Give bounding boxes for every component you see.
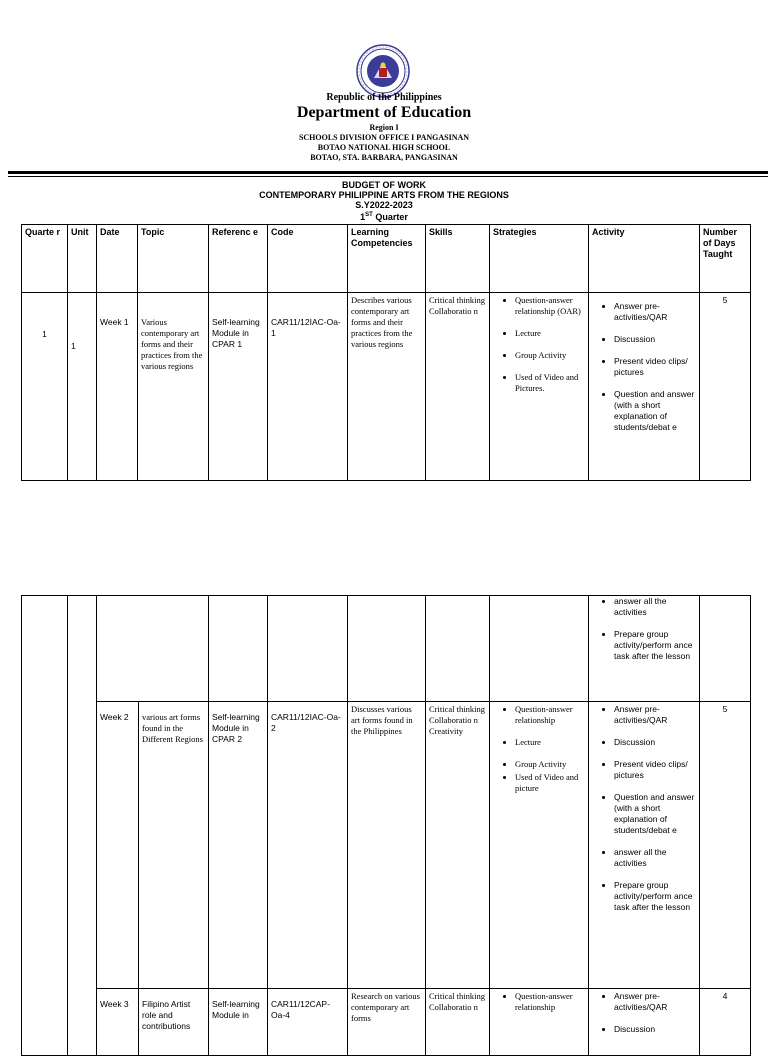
strategies-list [493,704,585,794]
cell-date-topic [97,989,209,1056]
list-item: • Discussion [614,1024,696,1035]
table-row [22,293,751,481]
cell-unit-cont [68,596,97,1056]
strategies-list [493,295,585,394]
list-item: • answer all the activities [614,596,696,618]
strategies-list [493,991,585,1013]
quarter-label: 1ST Quarter [360,212,408,222]
cell-activity [589,989,700,1056]
list-item: • Answer pre-activities/QAR [614,704,696,726]
cell-activity [589,702,700,989]
republic-line: Republic of the Philippines [326,92,442,103]
bow-title: BUDGET OF WORK [342,180,426,190]
cell-date: Week 1 [97,293,138,481]
list-item: • Question-answer relationship (OAR) [515,295,585,317]
cell-activity [589,596,700,702]
list-item: • Question and answer (with a short explanation of students/debat e [614,792,696,836]
list-item: • Question-answer relationship [515,991,585,1013]
cell-topic: Filipino Artist role and contributions [142,999,191,1031]
list-item: • Group Activity [515,350,585,361]
cell-topic: Various contemporary art forms and their practices from the various regions [138,293,209,481]
cell-unit: 1 [68,293,97,481]
cell-topic: various art forms found in the Different Regions [142,712,203,744]
cell-skills: Critical thinking Collaboratio n Creativity [426,702,490,989]
cell-quarter-cont [22,596,68,1056]
cell-strategies [490,293,589,481]
header-rule-thick [8,171,768,174]
list-item: • Prepare group activity/perform ance task after the lesson [614,629,696,662]
col-date: Date [97,225,138,293]
list-item: • Discussion [614,334,696,345]
list-item: • Answer pre-activities/QAR [614,301,696,323]
cell-code: CAR11/12CAP-Oa-4 [268,989,348,1056]
list-item: • Lecture [515,328,585,339]
cell-code: CAR11/12IAC-Oa-1 [268,293,348,481]
table-row [22,989,751,1056]
cell-days: 5 [700,702,751,989]
cell-empty [209,596,268,702]
activity-list [592,704,696,913]
cell-empty [348,596,426,702]
cell-days: 4 [700,989,751,1056]
cell-skills: Critical thinking Collaboratio n [426,989,490,1056]
cell-reference: Self-learning Module in [209,989,268,1056]
table-row [22,596,751,702]
list-item: • Question and answer (with a short explanation of students/debat e [614,389,696,433]
cell-date: Week 3 [97,989,139,1055]
cell-strategies [490,989,589,1056]
list-item: • Group Activity [515,759,585,770]
cell-reference: Self-learning Module in CPAR 1 [209,293,268,481]
activity-list [592,596,696,662]
budget-table-page2 [21,595,751,1056]
division-line: SCHOOLS DIVISION OFFICE I PANGASINAN [298,133,470,142]
list-item: • Used of Video and Pictures. [515,372,585,394]
office-block [0,123,768,163]
cell-skills: Critical thinking Collaboratio n [426,293,490,481]
list-item: • Used of Video and picture [515,772,585,794]
cell-date: Week 2 [97,702,139,988]
cell-empty [490,596,589,702]
address-line: BOTAO, STA. BARBARA, PANGASINAN [310,153,458,162]
cell-reference: Self-learning Module in CPAR 2 [209,702,268,989]
col-competencies: Learning Competencies [348,225,426,293]
cell-strategies [490,702,589,989]
cell-empty [426,596,490,702]
cell-competencies: Research on various contemporary art forms [348,989,426,1056]
budget-table-page1 [21,224,751,481]
col-topic: Topic [138,225,209,293]
col-reference: Referenc e [209,225,268,293]
school-line: BOTAO NATIONAL HIGH SCHOOL [317,143,451,152]
cell-date-topic [97,702,209,989]
list-item: • Answer pre-activities/QAR [614,991,696,1013]
cell-activity [589,293,700,481]
col-quarter: Quarte r [22,225,68,293]
cell-code: CAR11/12IAC-Oa-2 [268,702,348,989]
list-item: • Present video clips/ pictures [614,759,696,781]
cell-days: 5 [700,293,751,481]
table-header-row [22,225,751,293]
school-year: S.Y2022-2023 [355,200,413,210]
list-item: • Question-answer relationship [515,704,585,726]
activity-list [592,301,696,433]
list-item: • Lecture [515,737,585,748]
col-skills: Skills [426,225,490,293]
cell-quarter: 1 [22,293,68,481]
cell-empty [268,596,348,702]
region-line: Region I [369,123,399,132]
cell-empty [700,596,751,702]
col-strategies: Strategies [490,225,589,293]
document-titles [0,180,768,222]
cell-competencies: Discusses various art forms found in the Philippines [348,702,426,989]
col-code: Code [268,225,348,293]
col-days: Number of Days Taught [700,225,751,293]
deped-seal-icon [356,44,410,98]
col-activity: Activity [589,225,700,293]
department-title: Department of Education [296,104,472,121]
list-item: • Present video clips/ pictures [614,356,696,378]
list-item: • answer all the activities [614,847,696,869]
cell-competencies: Describes various contemporary art forms and their practices from the various regions [348,293,426,481]
header-rule-thin [8,176,768,177]
cell-empty [97,596,209,702]
subject-title: CONTEMPORARY PHILIPPINE ARTS FROM THE REGIONS [259,190,509,200]
table-row [22,702,751,989]
list-item: • Discussion [614,737,696,748]
activity-list [592,991,696,1035]
col-unit: Unit [68,225,97,293]
list-item: • Prepare group activity/perform ance task after the lesson [614,880,696,913]
